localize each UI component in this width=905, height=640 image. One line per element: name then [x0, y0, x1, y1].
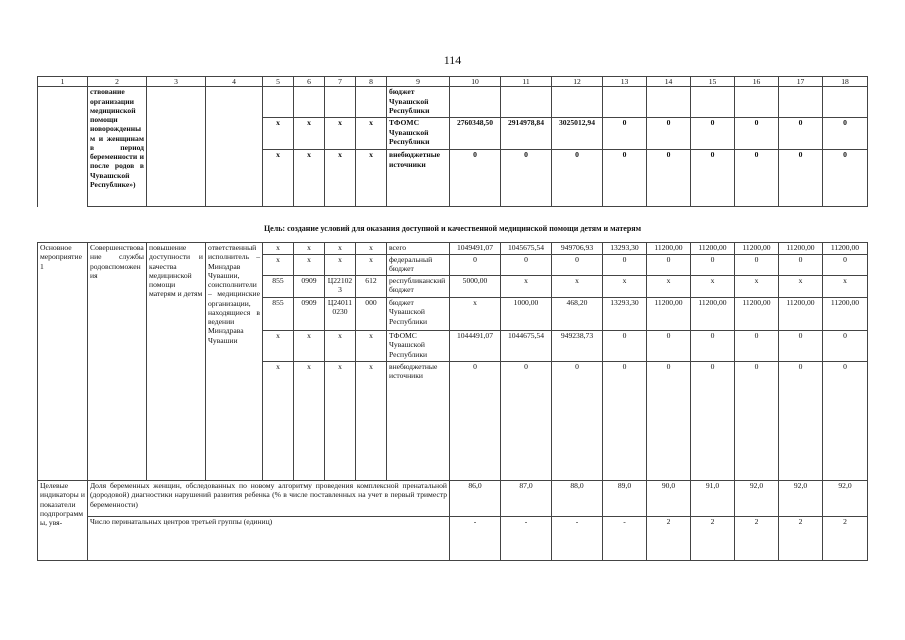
- indicator-text: Доля беременных женщин, обследованных по новому алгоритму проведения комплексной пренатальной (дородовой) диагностики нарушений развития ребенка (% в числе поставленных на учет в первый триместр беременности): [88, 481, 450, 517]
- col-num: 7: [325, 77, 356, 87]
- table-row: x x x x ТФОМС Чувашской Республики 1044491,07 1044675,54 949238,73 0 0 0 0 0 0: [38, 331, 868, 362]
- col-num: 11: [501, 77, 552, 87]
- activity-name: Совершенствование службы родовспоможения: [88, 243, 147, 481]
- indicator-text: Число перинатальных центров третьей группы (единиц): [88, 517, 450, 561]
- funding-source: бюджет Чувашской Республики: [387, 87, 450, 118]
- table-row: 855 0909 Ц240110230 000 бюджет Чувашской Республики x 1000,00 468,20 13293,30 11200,00 11200,00 11200,00 11200,00 11200,00: [38, 298, 868, 331]
- table-row: Основное мероприятие 1 Совершенствование службы родовспоможения повышение доступности и качества медицинской помощи матерям и детям ответственный исполнитель – Минздрав Чувашии, соисполнители – медицинские организации, находящиеся в ведении Минздрава Чувашии x x x x всего 1049491,07 1045675,54 949706,93 13293,30 11200,00 11200,00 11200,00 11200,00 11200,00: [38, 243, 868, 255]
- subprogram-name-cell: ствование организации медицинской помощи новорожденным и женщинам в период беременности и после родов в Чувашской Республике»): [88, 87, 147, 207]
- col-num: 4: [206, 77, 263, 87]
- funding-source: всего: [387, 243, 450, 255]
- responsible-executor: ответственный исполнитель – Минздрав Чувашии, соисполнители – медицинские организации, находящиеся в ведении Минздрава Чувашии: [206, 243, 263, 481]
- page-number: 114: [443, 53, 462, 67]
- indicators-label: Целевые индикаторы и показатели подпрограммы, увя-: [38, 481, 88, 561]
- col-num: 6: [294, 77, 325, 87]
- table-top: [37, 76, 868, 207]
- funding-source: бюджет Чувашской Республики: [387, 298, 450, 331]
- funding-source: внебюджетные источники: [387, 362, 450, 481]
- col-num: 2: [88, 77, 147, 87]
- goal-heading: Цель: создание условий для оказания доступной и качественной медицинской помощи детям и матерям: [263, 224, 642, 233]
- table-row: x x x x федеральный бюджет 0 0 0 0 0 0 0 0 0: [38, 255, 868, 276]
- col-num: 13: [603, 77, 647, 87]
- col-num: 15: [691, 77, 735, 87]
- table-row: [38, 87, 868, 118]
- funding-source: ТФОМС Чувашской Республики: [387, 331, 450, 362]
- table-row: x x x x ТФОМС Чувашской Республики 2760348,50 2914978,84 3025012,94 0 0 0 0 0 0: [38, 118, 868, 150]
- col-num: 8: [356, 77, 387, 87]
- funding-source: внебюджетные источники: [387, 150, 450, 207]
- col-num: 18: [823, 77, 868, 87]
- indicator-row: Целевые индикаторы и показатели подпрограммы, увя- Доля беременных женщин, обследованных по новому алгоритму проведения комплексной пренатальной (дородовой) диагностики нарушений развития ребенка (% в числе поставленных на учет в первый триместр беременности) 86,0 87,0 88,0 89,0 90,0 91,0 92,0 92,0 92,0: [38, 481, 868, 517]
- col-num: 5: [263, 77, 294, 87]
- col-num: 14: [647, 77, 691, 87]
- table-row: x x x x внебюджетные источники 0 0 0 0 0 0 0 0 0: [38, 150, 868, 207]
- col-num: 16: [735, 77, 779, 87]
- funding-source: республиканский бюджет: [387, 276, 450, 298]
- table-main: [37, 242, 868, 561]
- col-num: 12: [552, 77, 603, 87]
- col-num: 1: [38, 77, 88, 87]
- column-number-row: [38, 77, 868, 87]
- col-num: 17: [779, 77, 823, 87]
- table-row: 855 0909 Ц221023 612 республиканский бюджет 5000,00 x x x x x x x x: [38, 276, 868, 298]
- col-num: 9: [387, 77, 450, 87]
- table-row: x x x x внебюджетные источники 0 0 0 0 0 0 0 0 0: [38, 362, 868, 481]
- indicator-row: Число перинатальных центров третьей группы (единиц) - - - - 2 2 2 2 2: [38, 517, 868, 561]
- activity-goal: повышение доступности и качества медицинской помощи матерям и детям: [147, 243, 206, 481]
- col-num: 3: [147, 77, 206, 87]
- funding-source: федеральный бюджет: [387, 255, 450, 276]
- col-num: 10: [450, 77, 501, 87]
- funding-source: ТФОМС Чувашской Республики: [387, 118, 450, 150]
- activity-label: Основное мероприятие 1: [38, 243, 88, 481]
